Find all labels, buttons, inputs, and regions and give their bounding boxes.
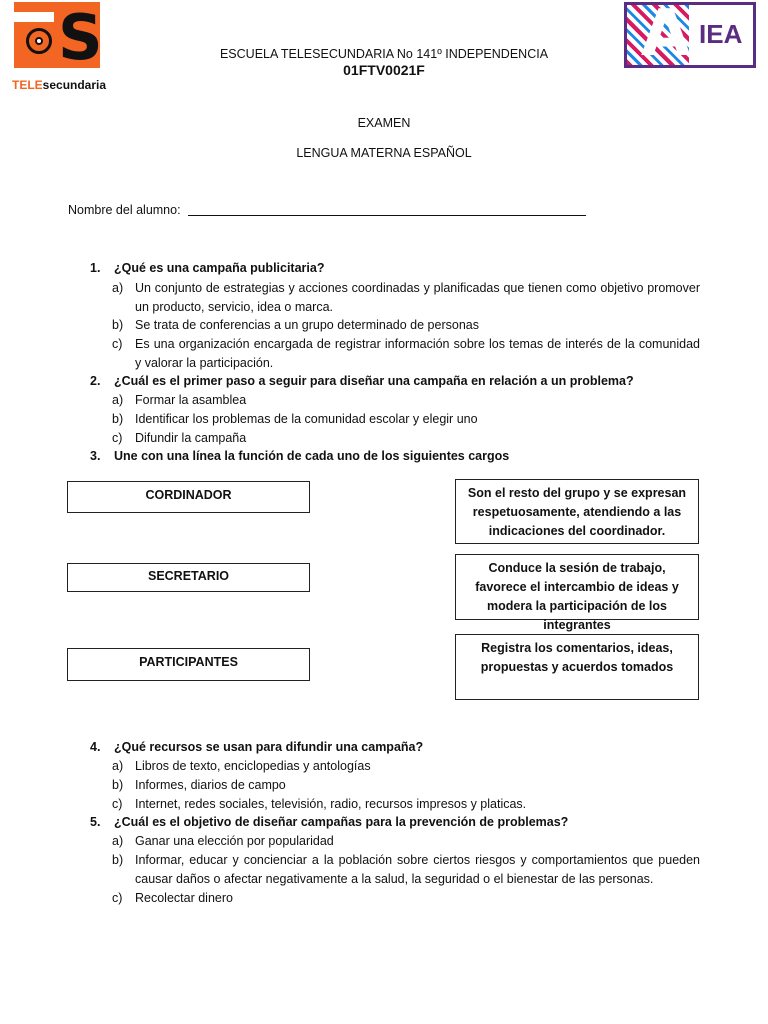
logo-letters: S — [58, 1, 103, 74]
question-text: ¿Cuál es el objetivo de diseñar campañas para la prevención de problemas? — [114, 815, 569, 829]
question-text: ¿Qué es una campaña publicitaria? — [114, 261, 325, 275]
subject-title: LENGUA MATERNA ESPAÑOL — [296, 146, 472, 160]
function-box-2[interactable]: Conduce la sesión de trabajo, favorece el intercambio de ideas y modera la participación de los integrantes — [455, 554, 699, 620]
option-1a[interactable]: a) Un conjunto de estrategias y acciones coordinadas y planificadas que tienen como objetivo promover un producto, servicio, idea o marca. — [112, 281, 700, 314]
school-code: 01FTV0021F — [343, 62, 425, 78]
question-text: ¿Qué recursos se usan para difundir una campaña? — [114, 740, 424, 754]
telesecundaria-wordmark: TELEsecundaria — [12, 78, 107, 92]
student-name-line[interactable] — [188, 215, 586, 216]
role-box-participantes[interactable]: PARTICIPANTES — [67, 648, 310, 681]
role-box-secretario[interactable]: SECRETARIO — [67, 563, 310, 592]
iea-logo-text: IEA — [699, 19, 743, 49]
function-box-3[interactable]: Registra los comentarios, ideas, propuestas y acuerdos tomados — [455, 634, 699, 700]
role-box-coordinador[interactable]: CORDINADOR — [67, 481, 310, 513]
student-name-label: Nombre del alumno: — [68, 203, 181, 217]
function-box-1[interactable]: Son el resto del grupo y se expresan respetuosamente, atendiendo a las indicaciones del coordinador. — [455, 479, 699, 544]
option-5b[interactable]: b) Informar, educar y concienciar a la población sobre ciertos riesgos y comportamientos que pueden causar daños o afectar negativamente a la salud, la seguridad o el bienestar de las personas. — [112, 853, 700, 886]
question-text: Une con una línea la función de cada uno de los siguientes cargos — [114, 449, 510, 463]
school-name: ESCUELA TELESECUNDARIA No 141º INDEPENDENCIA — [219, 47, 549, 61]
question-text: ¿Cuál es el primer paso a seguir para diseñar una campaña en relación a un problema? — [114, 374, 634, 388]
iea-a-glyph: A — [641, 0, 691, 71]
exam-title: EXAMEN — [357, 116, 411, 130]
